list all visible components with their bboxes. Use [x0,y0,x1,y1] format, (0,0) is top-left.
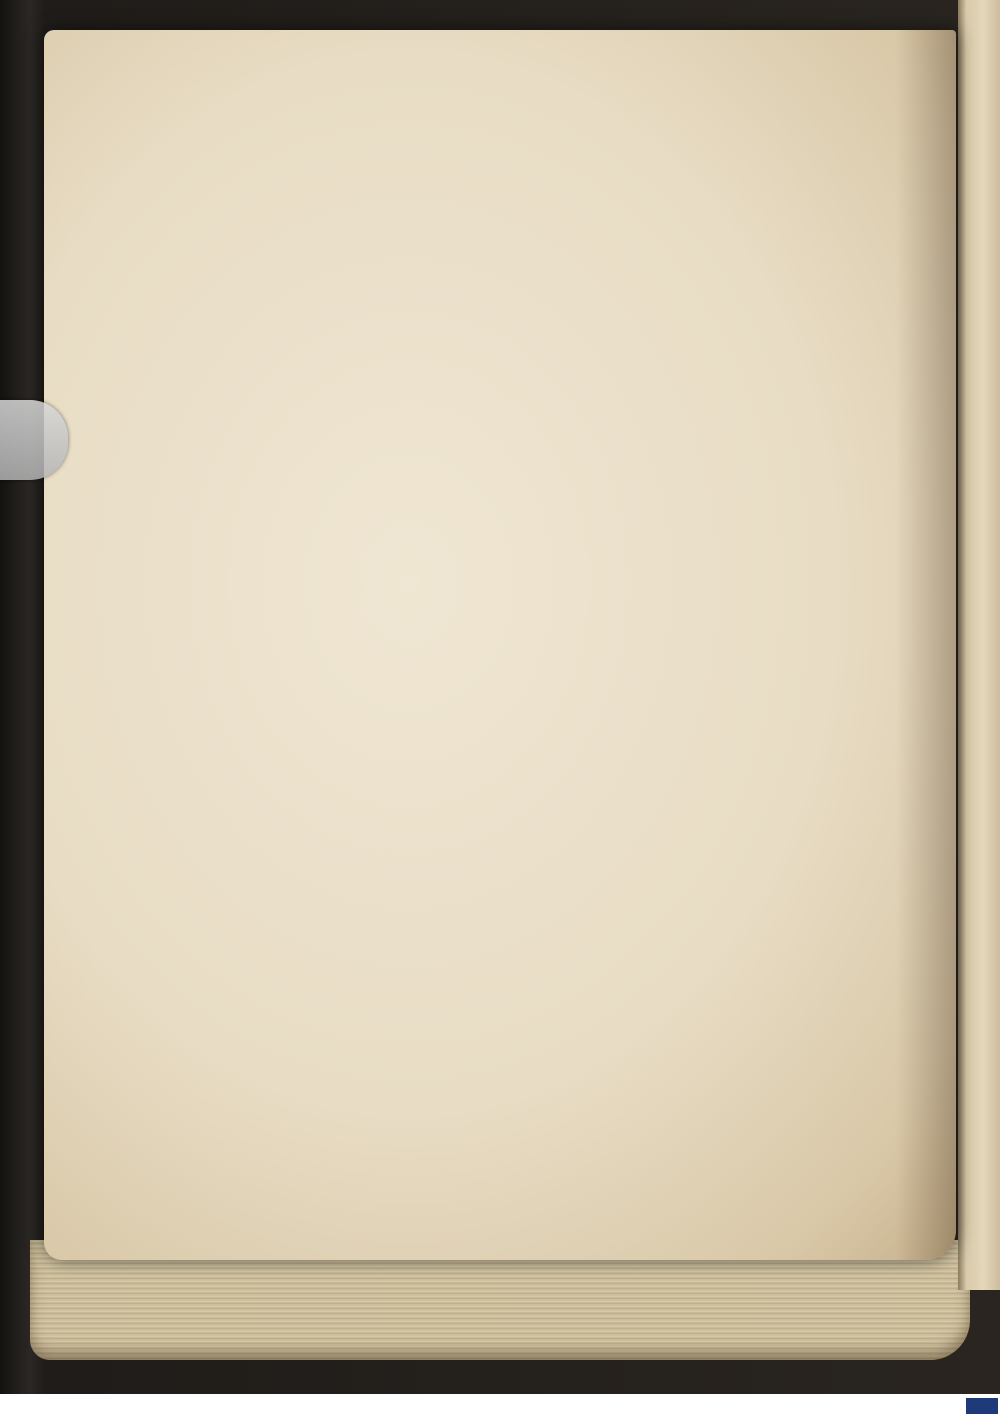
footer-bar [0,1394,1000,1418]
facing-page [958,0,1000,1290]
drop-cap [242,396,318,492]
dfg-logo [966,1398,998,1414]
book-page [44,30,956,1260]
